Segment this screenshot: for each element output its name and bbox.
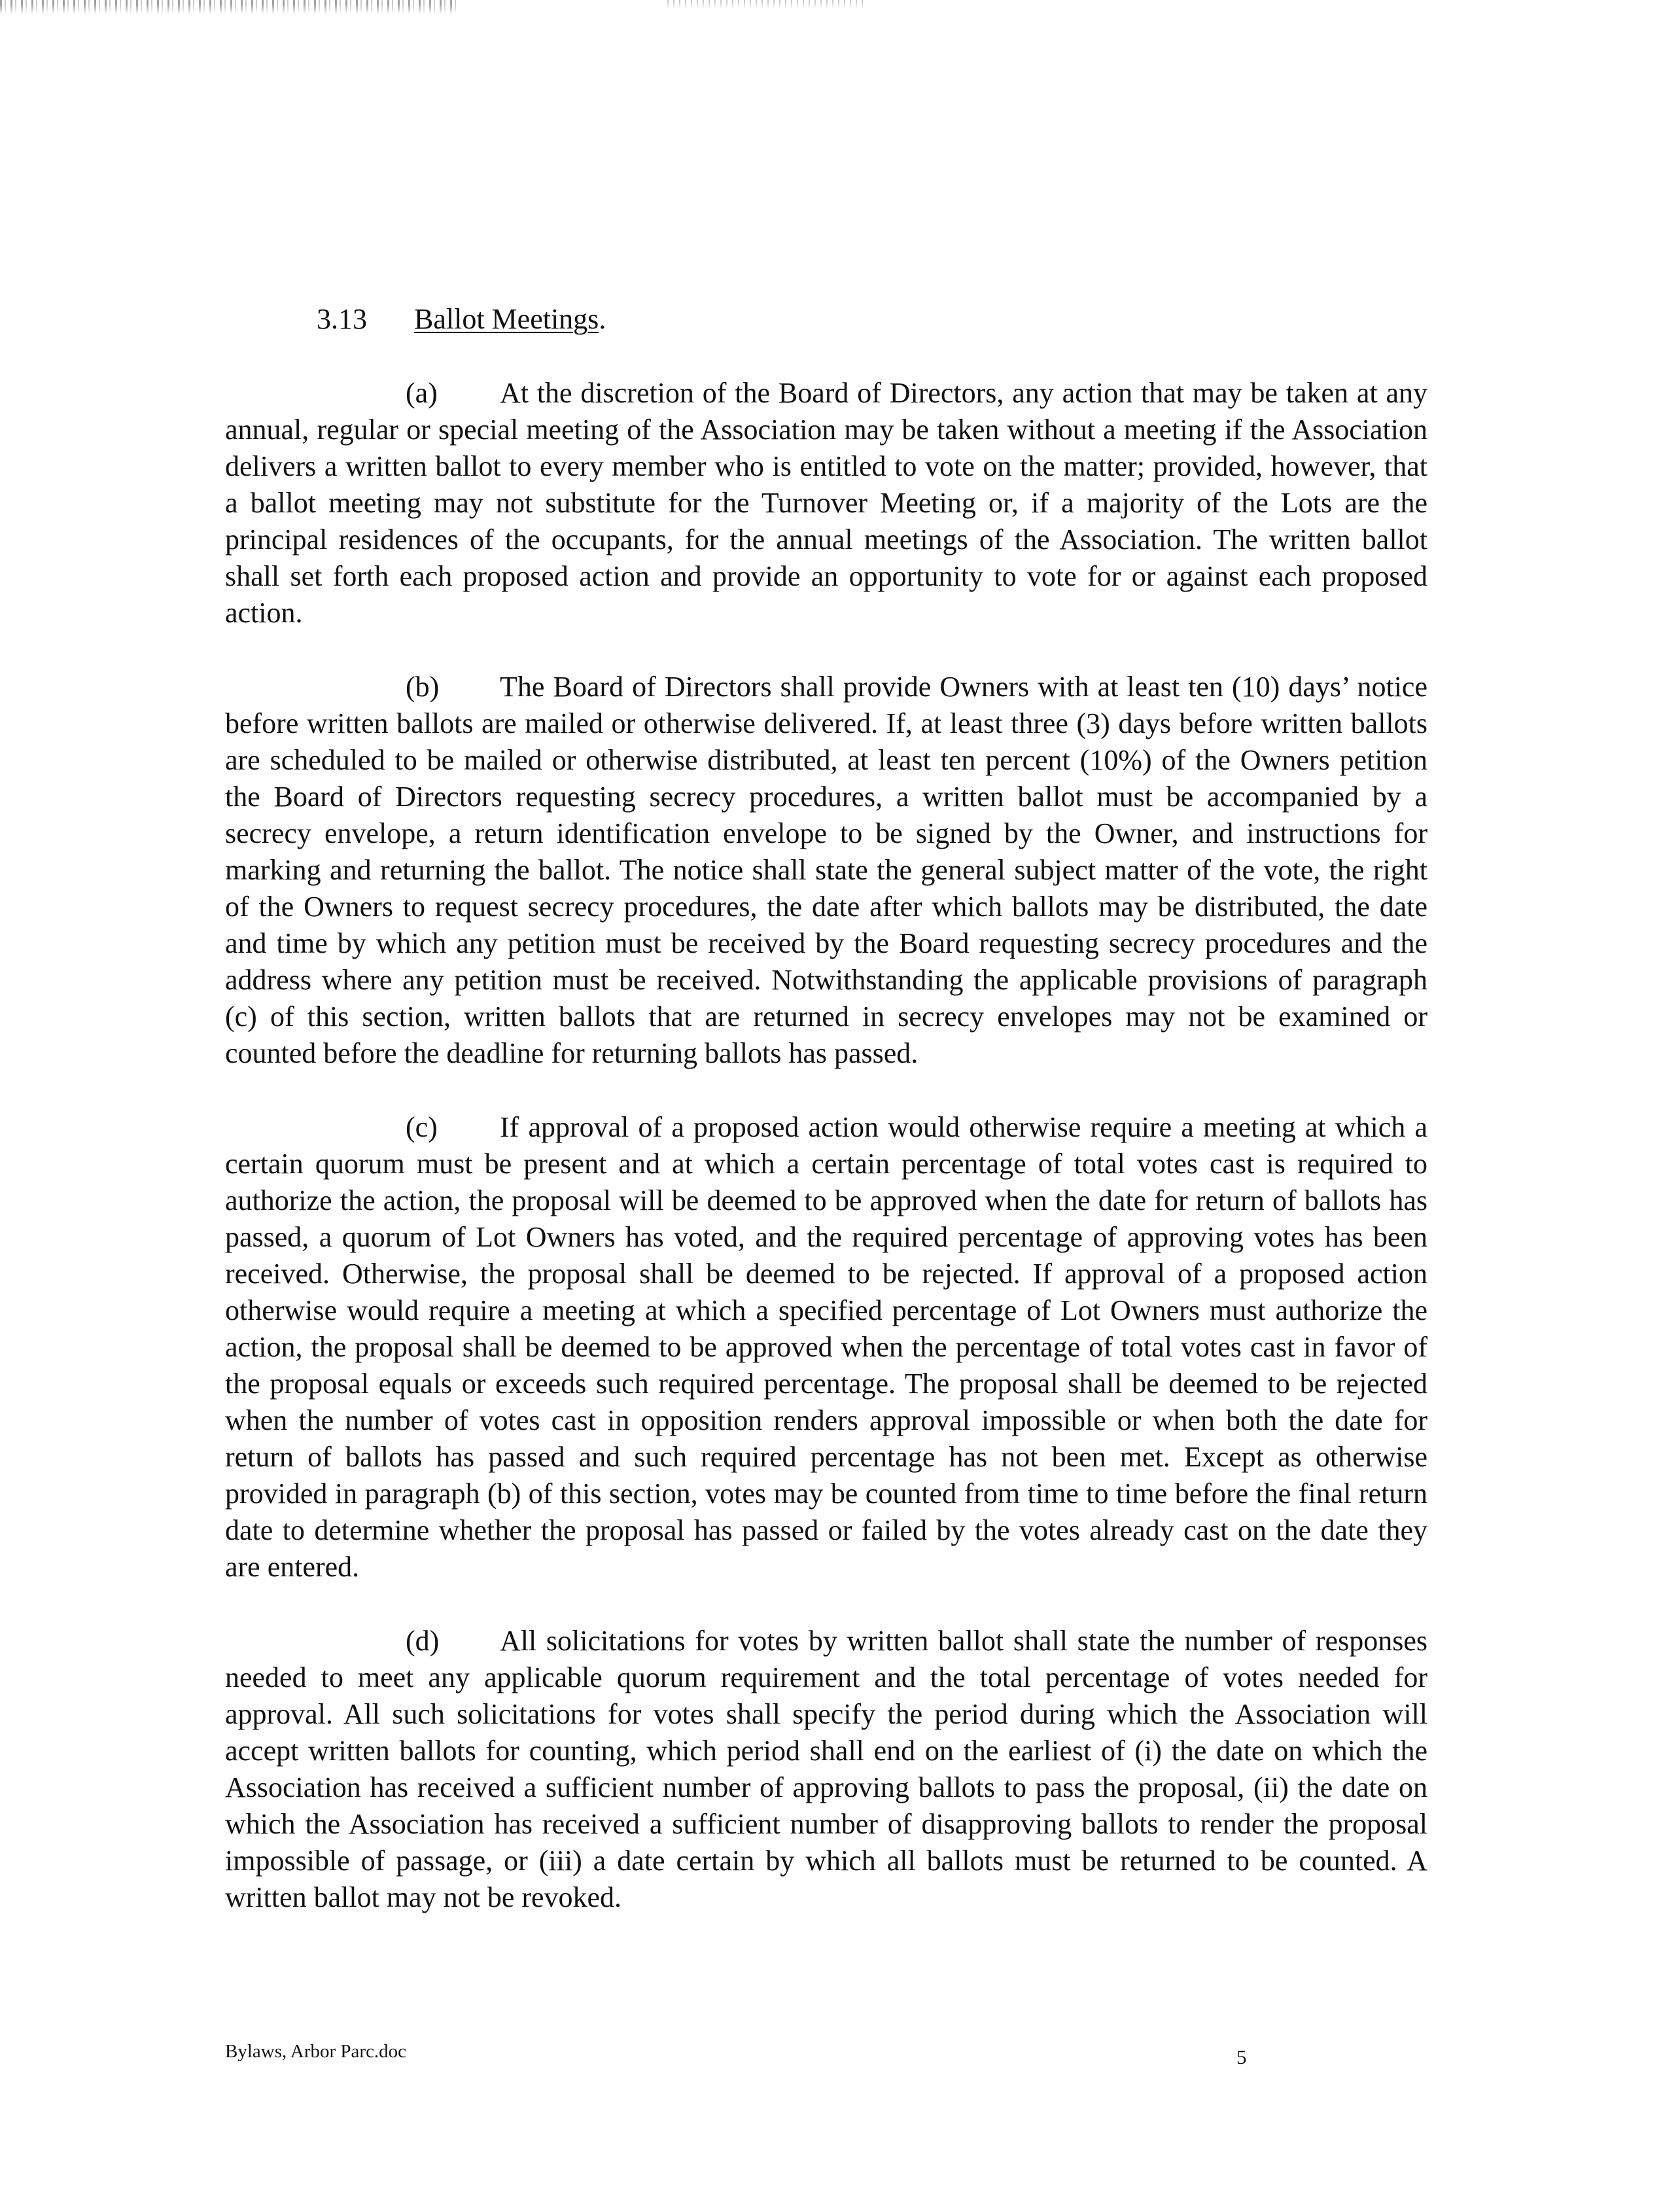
- paragraph-text: The Board of Directors shall provide Owners with at least ten (10) days’ notice before written ballots are mailed or otherwise delivered. If, at least three (3) days before written ballots are scheduled to be mailed or otherwise distributed, at least ten percent (10%) of the Owners petition the Board of Directors requesting secrecy procedures, a written ballot must be accompanied by a secrecy envelope, a return identification envelope to be signed by the Owner, and instructions for marking and returning the ballot. The notice shall state the general subject matter of the vote, the right of the Owners to request secrecy procedures, the date after which ballots may be distributed, the date and time by which any petition must be received by the Board requesting secrecy procedures and the address where any petition must be received. Notwithstanding the applicable provisions of paragraph (c) of this section, written ballots that are returned in secrecy envelopes may not be examined or counted before the deadline for returning ballots has passed.: [225, 671, 1427, 1069]
- paragraph-text: All solicitations for votes by written ballot shall state the number of responses needed to meet any applicable quorum requirement and the total percentage of votes needed for approval. All such solicitations for votes shall specify the period during which the Association will accept written ballots for counting, which period shall end on the earliest of (i) the date on which the Association has received a sufficient number of approving ballots to pass the proposal, (ii) the date on which the Association has received a sufficient number of disapproving ballots to render the proposal impossible of passage, or (iii) a date certain by which all ballots must be returned to be counted. A written ballot may not be revoked.: [225, 1625, 1427, 1913]
- paragraph-label: (d): [406, 1625, 440, 1657]
- paragraph-text: At the discretion of the Board of Directors, any action that may be taken at any annual, regular or special meeting of the Association may be taken without a meeting if the Association delivers a written ballot to every member who is entitled to vote on the matter; provided, however, that a ballot meeting may not substitute for the Turnover Meeting or, if a majority of the Lots are the principal residences of the occupants, for the annual meetings of the Association. The written ballot shall set forth each proposed action and provide an opportunity to vote for or against each proposed action.: [225, 377, 1427, 629]
- section-heading: [317, 301, 1427, 338]
- paragraph-a: [225, 375, 1427, 631]
- section-title-period: .: [599, 303, 606, 335]
- paragraph-d: [225, 1623, 1427, 1916]
- footer-page-number: 5: [1236, 2045, 1247, 2068]
- paragraph-b: [225, 669, 1427, 1072]
- scan-artifact: [0, 0, 458, 14]
- paragraph-label: (b): [406, 671, 440, 703]
- section-title: Ballot Meetings: [414, 303, 599, 335]
- paragraph-label: (a): [406, 377, 438, 409]
- paragraph-label: (c): [406, 1111, 438, 1143]
- footer-filename: Bylaws, Arbor Parc.doc: [225, 2041, 407, 2062]
- paragraph-c: [225, 1109, 1427, 1585]
- document-body: [225, 301, 1427, 1953]
- paragraph-text: If approval of a proposed action would otherwise require a meeting at which a certain quorum must be present and at which a certain percentage of total votes cast is required to authorize the action, the proposal will be deemed to be approved when the date for return of ballots has passed, a quorum of Lot Owners has voted, and the required percentage of approving votes has been received. Otherwise, the proposal shall be deemed to be rejected. If approval of a proposed action otherwise would require a meeting at which a specified percentage of Lot Owners must authorize the action, the proposal shall be deemed to be approved when the percentage of total votes cast in favor of the proposal equals or exceeds such required percentage. The proposal shall be deemed to be rejected when the number of votes cast in opposition renders approval impossible or when both the date for return of ballots has passed and such required percentage has not been met. Except as otherwise provided in paragraph (b) of this section, votes may be counted from time to time before the final return date to determine whether the proposal has passed or failed by the votes already cast on the date they are entered.: [225, 1111, 1427, 1583]
- section-number: 3.13: [317, 303, 367, 335]
- scan-artifact: [667, 0, 864, 9]
